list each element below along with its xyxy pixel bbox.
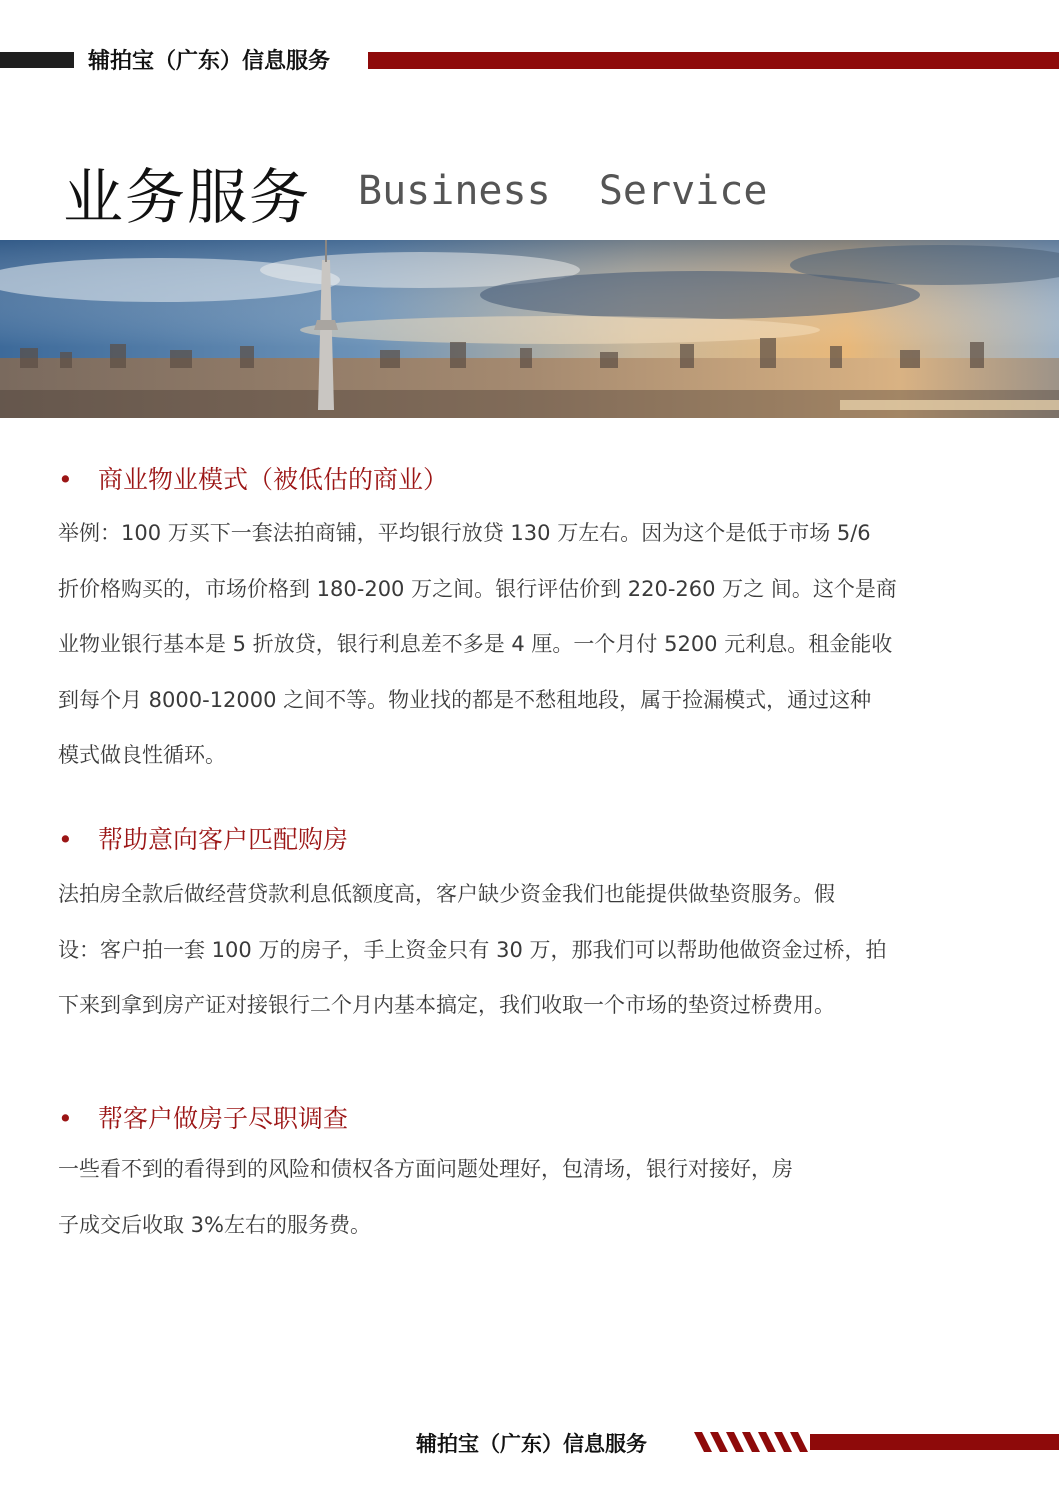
section-heading-commercial [58, 460, 448, 496]
section-body-due-diligence [58, 1142, 1020, 1253]
city-skyline-banner [0, 240, 1059, 418]
section-body-matching [58, 867, 1020, 1034]
footer-red-bar [810, 1434, 1059, 1450]
section-body-commercial [58, 506, 1020, 784]
header-red-bar [368, 52, 1059, 69]
paragraph-line: 模式做良性循环。 [58, 743, 226, 767]
footer-stripes [690, 1432, 830, 1452]
page-title-cn: 业务服务 [63, 163, 311, 233]
header-black-bar [0, 52, 74, 68]
page-title-en: Business Service [358, 168, 768, 214]
header-company-name: 辅拍宝（广东）信息服务 [88, 48, 331, 74]
paragraph-line: 举例：100 万买下一套法拍商铺，平均银行放贷 130 万左右。因为这个是低于市场 5/6 [58, 521, 871, 545]
section-heading-text: 帮客户做房子尽职调查 [98, 1104, 349, 1133]
section-heading-matching [58, 820, 348, 856]
bullet-icon: • [58, 465, 73, 494]
paragraph-line: 到每个月 8000-12000 之间不等。物业找的都是不愁租地段，属于捡漏模式，通过这种 [58, 687, 872, 712]
paragraph-line: 一些看不到的看得到的风险和债权各方面问题处理好，包清场，银行对接好，房 [58, 1157, 793, 1181]
bullet-icon: • [58, 1104, 73, 1133]
paragraph-line: 业物业银行基本是 5 折放贷，银行利息差不多是 4 厘。一个月付 5200 元利息。租金能收 [58, 632, 893, 656]
section-heading-text: 帮助意向客户匹配购房 [98, 825, 349, 854]
footer-company-name: 辅拍宝（广东）信息服务 [416, 1431, 647, 1456]
paragraph-line: 折价格购买的，市场价格到 180-200 万之间。银行评估价到 220-260 万之 间。这个是商 [58, 576, 897, 601]
paragraph-line: 下来到拿到房产证对接银行二个月内基本搞定，我们收取一个市场的垫资过桥费用。 [58, 993, 835, 1017]
section-heading-text: 商业物业模式（被低估的商业） [98, 465, 449, 494]
paragraph-line: 法拍房全款后做经营贷款利息低额度高，客户缺少资金我们也能提供做垫资服务。假 [58, 882, 835, 906]
section-heading-due-diligence [58, 1099, 348, 1135]
bullet-icon: • [58, 825, 73, 854]
paragraph-line: 子成交后收取 3%左右的服务费。 [58, 1212, 371, 1237]
paragraph-line: 设：客户拍一套 100 万的房子，手上资金只有 30 万，那我们可以帮助他做资金过桥，拍 [58, 937, 887, 962]
